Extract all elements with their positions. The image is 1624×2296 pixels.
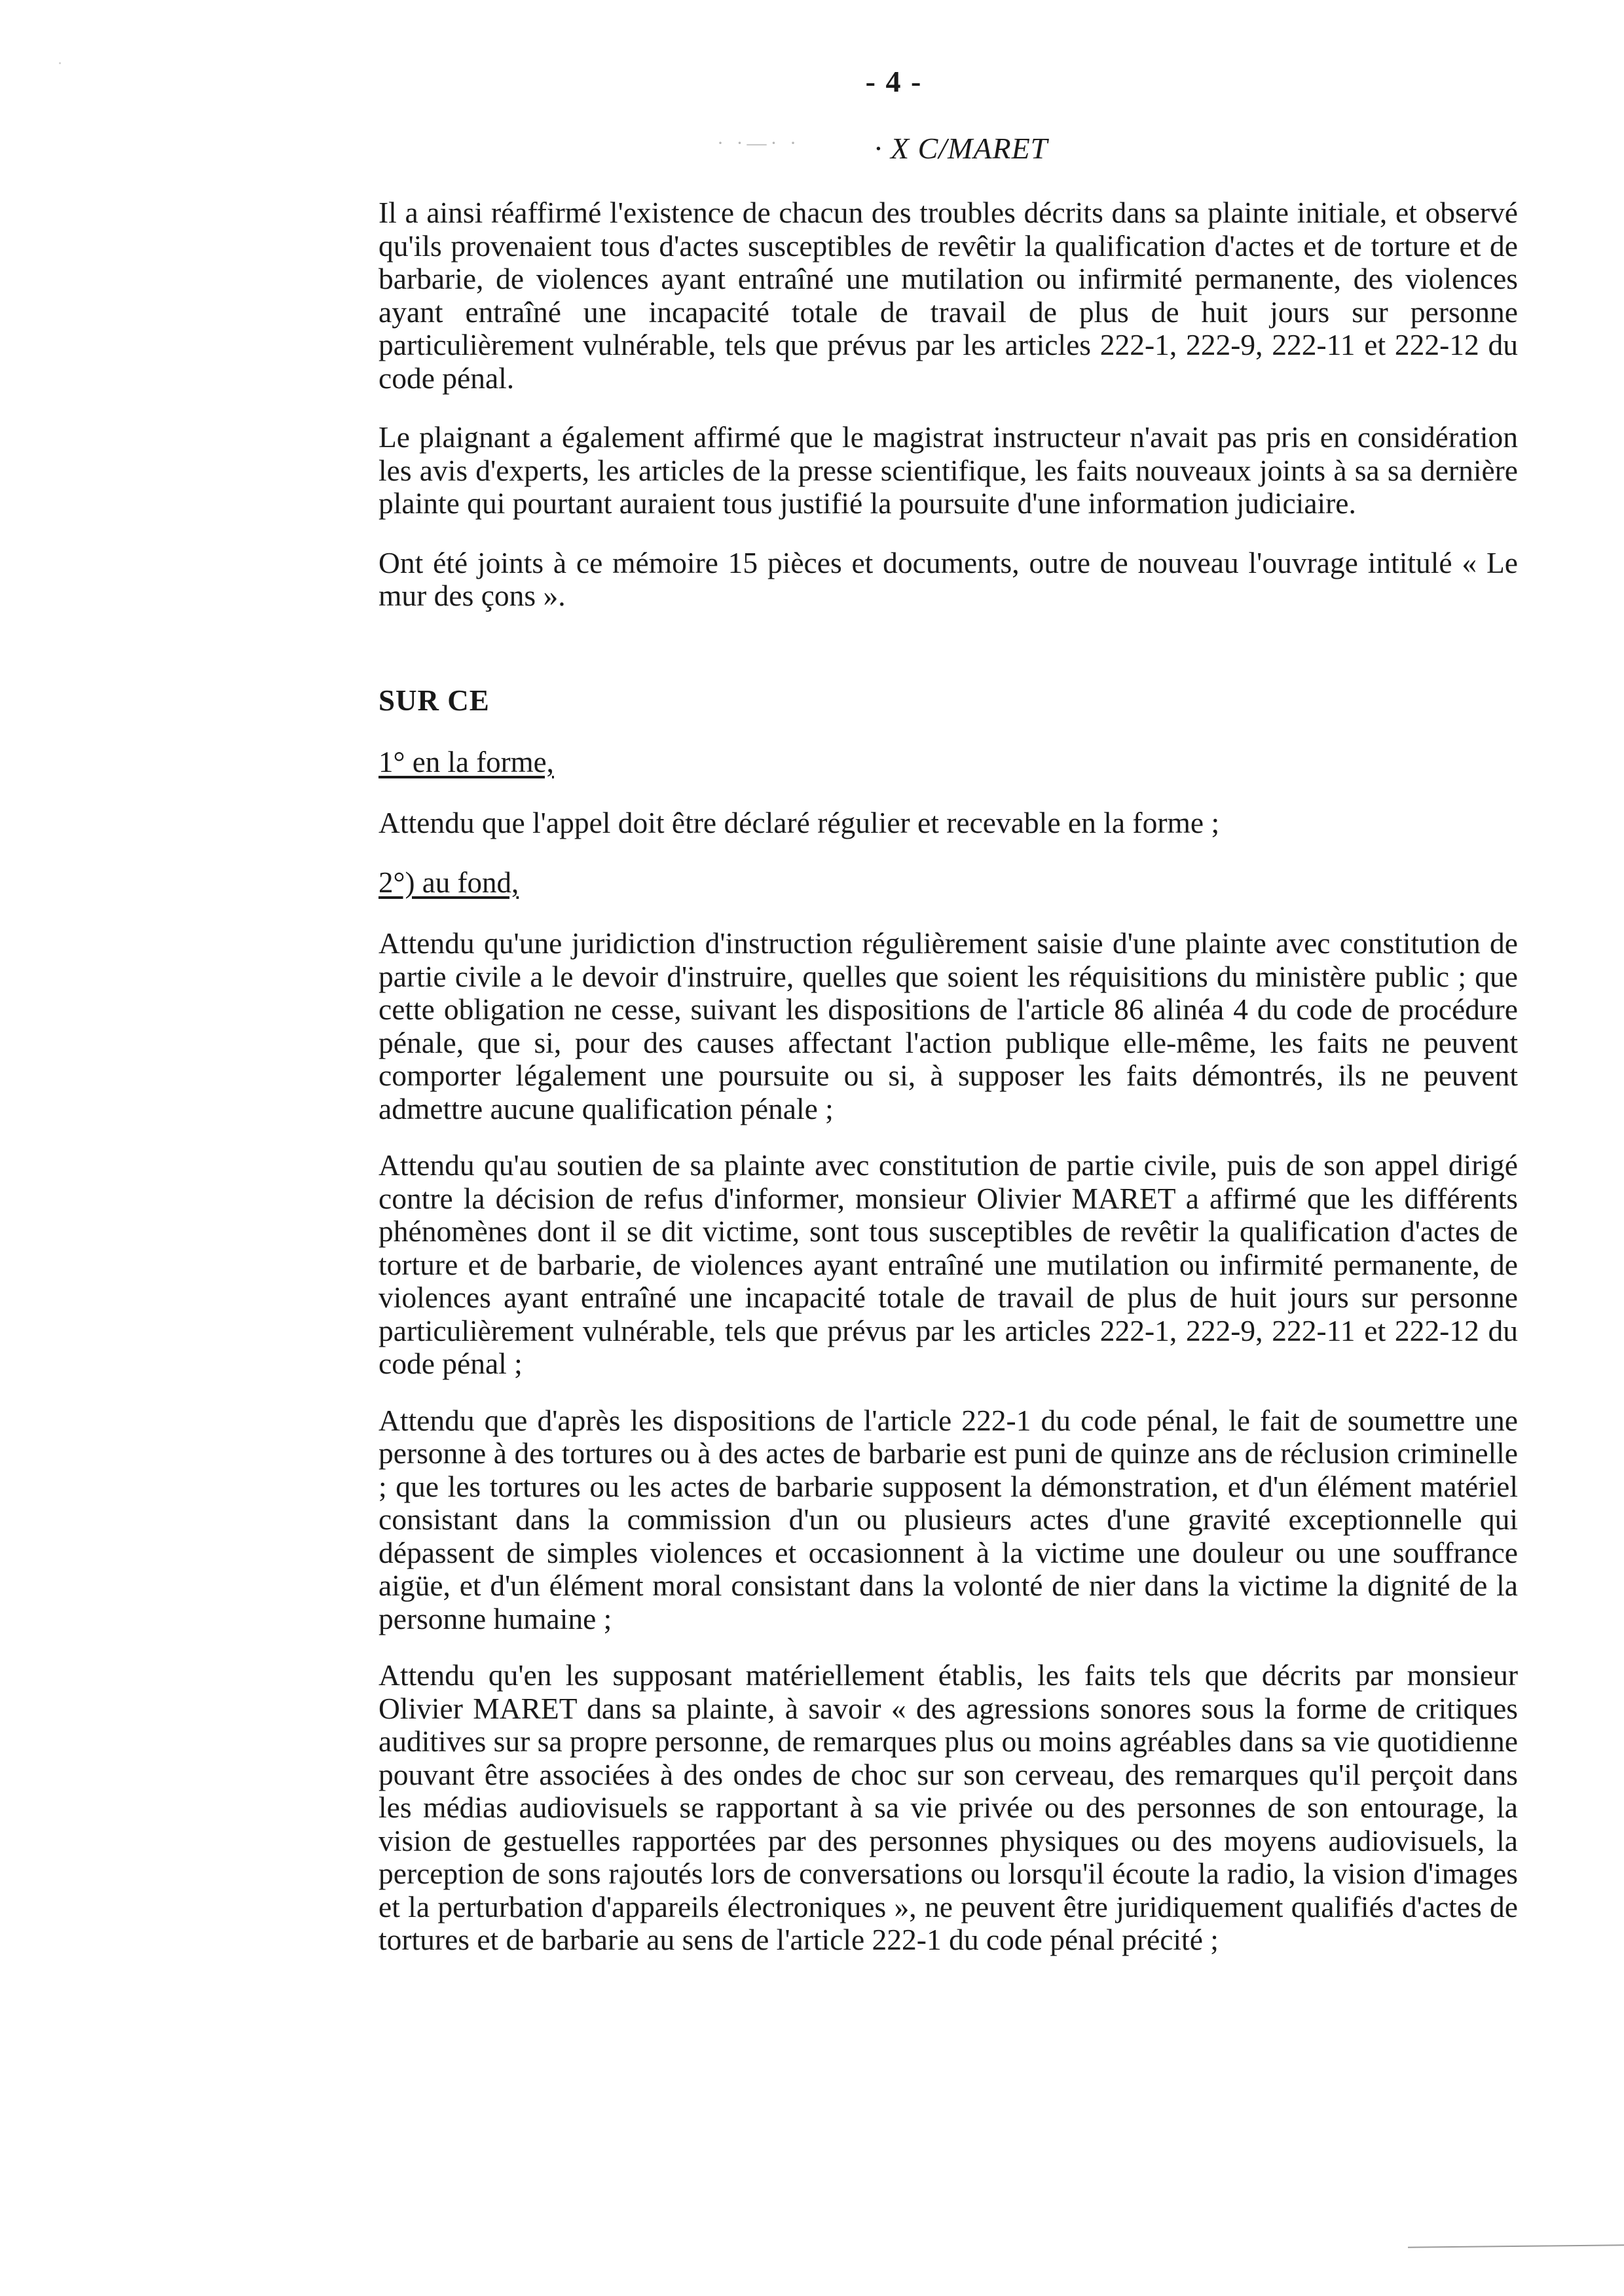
paragraph-merits-instruction: Attendu qu'une juridiction d'instruction régulièrement saisie d'une plainte avec constitution de partie civile a le devoir d'instruire, quelles que soient les réquisitions du ministère public ; que cette obligation ne cesse, suivant les dispositions de l'article 86 alinéa 4 du code de procédure pénale, que si, pour des causes affectant l'action publique elle-même, les faits ne peuvent comporter légalement une poursuite ou si, à supposer les faits démontrés, ils ne peuvent admettre aucune qualification pénale ; <box>378 926 1518 1125</box>
scan-edge-line <box>1408 2244 1624 2248</box>
paragraph-reaffirmation: Il a ainsi réaffirmé l'existence de chacun des troubles décrits dans sa plainte initiale, et observé qu'ils provenaient tous d'actes susceptibles de revêtir la qualification d'actes et de torture et de barbarie, de violences ayant entraîné une mutilation ou infirmité permanente, des violences ayant entraîné une incapacité totale de travail de plus de huit jours sur personne particulièrement vulnérable, tels que prévus par les articles 222-1, 222-9, 222-11 et 222-12 du code pénal. <box>378 196 1518 395</box>
case-reference <box>717 131 1048 166</box>
merits-heading: 2°) au fond, <box>378 866 519 899</box>
paragraph-merits-claims: Attendu qu'au soutien de sa plainte avec constitution de partie civile, puis de son appel dirigé contre la décision de refus d'informer, monsieur Olivier MARET a affirmé que les différents phénomènes dont il se dit victime, sont tous susceptibles de revêtir la qualification d'actes de torture et de barbarie, de violences ayant entraîné une mutilation ou infirmité permanente, de violences ayant entraîné une incapacité totale de travail de plus de huit jours sur personne particulièrement vulnérable, tels que prévus par les articles 222-1, 222-9, 222-11 et 222-12 du code pénal ; <box>378 1148 1518 1380</box>
case-reference-text: · X C/MARET <box>874 132 1048 165</box>
form-heading: 1° en la forme, <box>378 745 554 778</box>
section-title: SUR CE <box>378 683 490 717</box>
paragraph-form: Attendu que l'appel doit être déclaré régulier et recevable en la forme ; <box>378 805 1220 839</box>
document-body <box>378 196 1518 1980</box>
page-number: - 4 - <box>865 65 923 98</box>
paragraph-plaintiff-claims: Le plaignant a également affirmé que le magistrat instructeur n'avait pas pris en considération les avis d'experts, les articles de la presse scientifique, les faits nouveaux joints à sa sa dernière plainte qui pourtant auraient tous justifié la poursuite d'une information judiciaire. <box>378 420 1518 520</box>
paragraph-merits-facts: Attendu qu'en les supposant matériellement établis, les faits tels que décrits par monsieur Olivier MARET dans sa plainte, à savoir « des agressions sonores sous la forme de critiques auditives sur sa propre personne, de remarques plus ou moins agréables dans sa vie quotidienne pouvant être associées à des ondes de choc sur son cerveau, des remarques qu'il perçoit dans les médias audiovisuels se rapportant à sa vie privée ou des personnes de son entourage, la vision de gestuelles rapportées par des personnes physiques ou des moyens audiovisuels, la perception de sons rajoutés lors de conversations ou lorsqu'il écoute la radio, la vision d'images et la perturbation d'appareils électroniques », ne peuvent être juridiquement qualifiés d'actes de tortures et de barbarie au sens de l'article 222-1 du code pénal précité ; <box>378 1658 1518 1956</box>
paragraph-attachments: Ont été joints à ce mémoire 15 pièces et documents, outre de nouveau l'ouvrage intitulé « Le mur des çons ». <box>378 545 1518 612</box>
paragraph-merits-article: Attendu que d'après les dispositions de l'article 222-1 du code pénal, le fait de soumettre une personne à des tortures ou à des actes de barbarie est puni de quinze ans de réclusion criminelle ; que les tortures ou les actes de barbarie supposent la démonstration, et d'un élément matériel consistant dans la commission d'un ou plusieurs actes d'une gravité exceptionnelle qui dépassent de simples violences et occasionnent à la victime une douleur ou une souffrance aigüe, et d'un élément moral consistant dans la volonté de nier dans la victime la dignité de la personne humaine ; <box>378 1403 1518 1635</box>
faded-stamp-mark: · ·—· · <box>717 132 800 154</box>
